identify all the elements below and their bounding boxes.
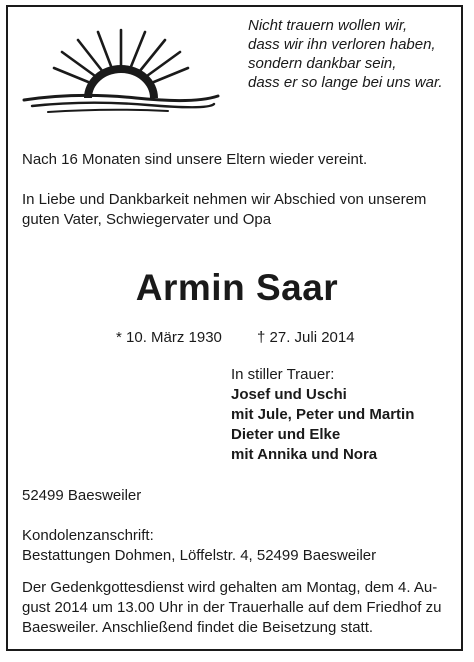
farewell-line: In Liebe und Dankbarkeit nehmen wir Abschied von unserem (22, 191, 427, 208)
mourner-entry: Josef und Uschi (231, 386, 347, 403)
service-line: gust 2014 um 13.00 Uhr in der Trauerhalle auf dem Friedhof zu (22, 599, 442, 616)
location-text: 52499 Baesweiler (22, 487, 142, 504)
mourner-entry: mit Jule, Peter und Martin (231, 406, 415, 423)
intro-text: Nach 16 Monaten sind unsere Eltern wieder vereint. (22, 151, 368, 168)
deceased-name: Armin Saar (135, 267, 339, 308)
poem-line: dass wir ihn verloren haben, (248, 36, 436, 53)
mourner-entry: Dieter und Elke (231, 426, 341, 443)
poem-line: Nicht trauern wollen wir, (248, 17, 408, 34)
birth-date: * 10. März 1930 (116, 329, 222, 346)
service-line: Der Gedenkgottesdienst wird gehalten am Montag, dem 4. Au- (22, 579, 438, 596)
mourning-label: In stiller Trauer: (231, 366, 335, 383)
mourner-entry: mit Annika und Nora (231, 446, 378, 463)
setting-sun-icon (18, 22, 228, 118)
condolence-address: Bestattungen Dohmen, Löffelstr. 4, 52499 Baesweiler (22, 547, 377, 564)
poem (248, 16, 458, 92)
poem-line: sondern dankbar sein, (248, 55, 397, 72)
service-line: Baesweiler. Anschließend findet die Beisetzung statt. (22, 619, 374, 636)
death-date: † 27. Juli 2014 (257, 329, 355, 346)
mourners-block (231, 365, 414, 465)
farewell-line: guten Vater, Schwiegervater und Opa (22, 211, 272, 228)
poem-line: dass er so lange bei uns war. (248, 74, 443, 91)
condolence-label: Kondolenzanschrift: (22, 527, 154, 544)
service-notice (22, 578, 454, 638)
